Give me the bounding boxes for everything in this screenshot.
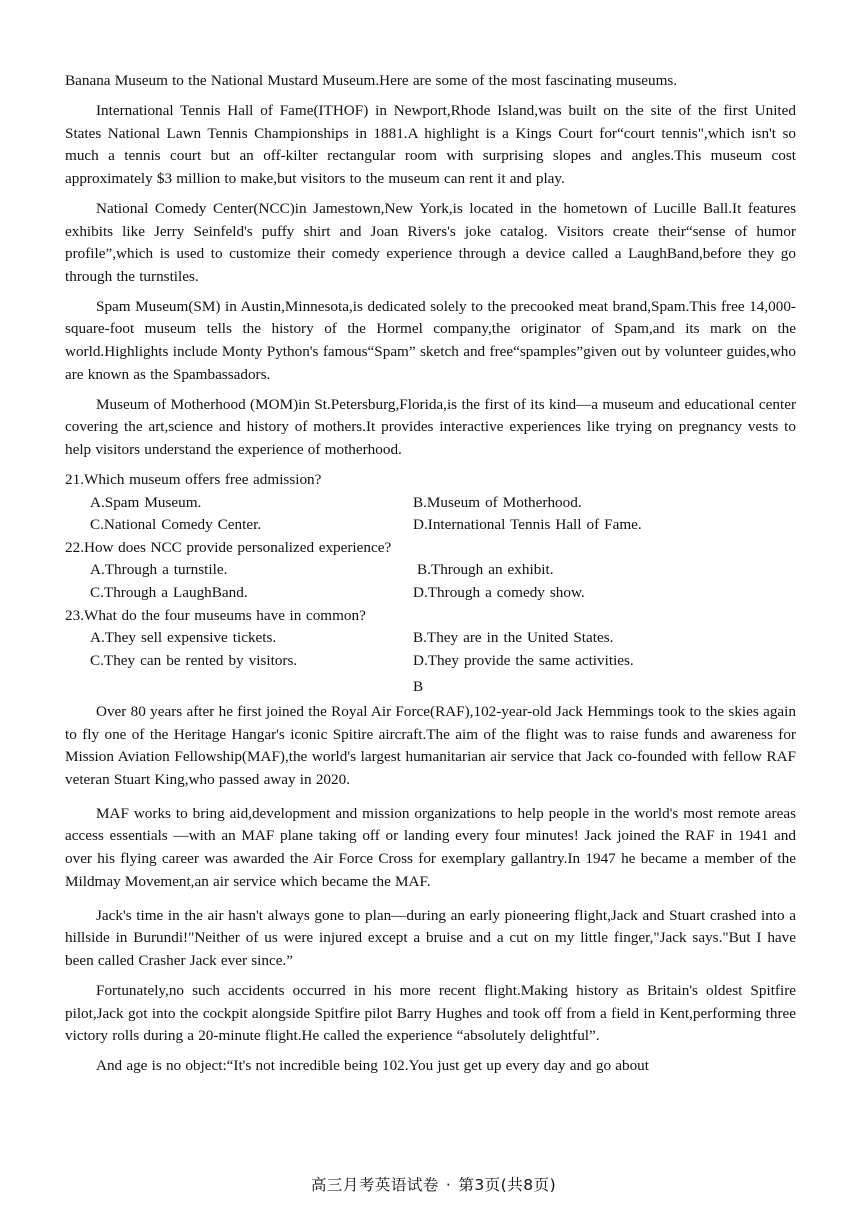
question-22-option-c[interactable]: C.Through a LaughBand. bbox=[90, 583, 248, 601]
passage-b-paragraph-3: Jack's time in the air hasn't always gone to plan—during an early pioneering flight,Jack and Stuart crashed into a hillside in Burundi!"Neither of us were injured except a bruise and a cut on my little finger,"Jack says."But I have been called Crasher Jack ever since.” bbox=[65, 906, 796, 969]
spacer bbox=[65, 973, 796, 980]
passage-a-intro-continuation: Banana Museum to the National Mustard Museum.Here are some of the most fascinating museums. bbox=[65, 72, 678, 89]
page-footer bbox=[0, 1173, 867, 1195]
question-23-options-row-2 bbox=[65, 650, 796, 673]
footer-separator: · bbox=[445, 1176, 452, 1194]
spacer bbox=[65, 191, 796, 198]
spacer bbox=[65, 289, 796, 296]
question-23-options-row-1 bbox=[65, 627, 796, 650]
footer-page-number: 第3页(共8页) bbox=[458, 1176, 557, 1194]
page-content bbox=[65, 70, 796, 1078]
question-21-option-d[interactable]: D.International Tennis Hall of Fame. bbox=[413, 516, 642, 534]
question-22-option-a[interactable]: A.Through a turnstile. bbox=[90, 561, 228, 579]
spacer bbox=[65, 1048, 796, 1055]
spacer bbox=[65, 894, 796, 905]
passage-a-paragraph-ithof: International Tennis Hall of Fame(ITHOF) in Newport,Rhode Island,was built on the site of the first United States National Lawn Tennis Championships in 1881.A highlight is a Kings Court for“court tennis",which isn't so much a tennis court but an off-kilter rectangular room with surprising slopes and angles.This museum cost approximately $3 million to make,but visitors to the museum can rent it and play. bbox=[65, 102, 796, 187]
question-21-options-row-1 bbox=[65, 492, 796, 515]
spacer bbox=[65, 462, 796, 469]
question-21-stem: 21.Which museum offers free admission? bbox=[65, 471, 322, 488]
passage-a-paragraph-spam: Spam Museum(SM) in Austin,Minnesota,is dedicated solely to the precooked meat brand,Spam.This free 14,000-square-foot museum tells the history of the Hormel company,the originator of Spam,and its mark on the world.Highlights include Monty Python's famous“Spam” sketch and free“spamples”given out by volunteer guides,who are known as the Spambassadors. bbox=[65, 297, 796, 383]
question-23-option-a[interactable]: A.They sell expensive tickets. bbox=[90, 629, 277, 647]
passage-b-paragraph-4: Fortunately,no such accidents occurred in his more recent flight.Making history as Britain's oldest Spitfire pilot,Jack got into the cockpit alongside Spitfire pilot Barry Hughes and took off from a field in Kent,performing three victory rolls during a 20-minute flight.He called the experience “absolutely delightful”. bbox=[65, 981, 796, 1045]
passage-b-paragraph-2: MAF works to bring aid,development and mission organizations to help people in the world's most remote areas access essentials —with an MAF plane taking off or landing every four minutes! Jack joined the RAF in 1941 and over his flying career was awarded the Air Force Cross for exemplary gallantry.In 1947 he became a member of the Mildmay Movement,an air service which became the MAF. bbox=[65, 804, 796, 890]
question-21-option-a[interactable]: A.Spam Museum. bbox=[90, 493, 202, 511]
question-21-option-b[interactable]: B.Museum of Motherhood. bbox=[413, 493, 582, 511]
passage-b-label: B bbox=[413, 678, 424, 696]
question-23-option-c[interactable]: C.They can be rented by visitors. bbox=[90, 651, 298, 669]
question-23-option-b[interactable]: B.They are in the United States. bbox=[413, 629, 614, 647]
question-22-stem: 22.How does NCC provide personalized experience? bbox=[65, 538, 392, 556]
question-22-options-row-1 bbox=[65, 559, 796, 582]
question-23 bbox=[65, 605, 796, 673]
question-22-options-row-2 bbox=[65, 582, 796, 605]
question-22-option-d[interactable]: D.Through a comedy show. bbox=[413, 583, 585, 601]
passage-a-paragraph-mom: Museum of Motherhood (MOM)in St.Petersburg,Florida,is the first of its kind—a museum and educational center covering the art,science and history of mothers.It provides interactive experiences like trying on pregnancy vests to help visitors understand the experience of motherhood. bbox=[65, 395, 796, 458]
passage-b-paragraph-1: Over 80 years after he first joined the Royal Air Force(RAF),102-year-old Jack Hemmings took to the skies again to fly one of the Heritage Hangar's iconic Spitire aircraft.The aim of the flight was to raise funds and awareness for Mission Aviation Fellowship(MAF),the world's largest humanitarian air service that Jack co-founded with fellow RAF veteran Stuart King,who passed away in 2020. bbox=[65, 702, 796, 788]
spacer bbox=[65, 387, 796, 394]
question-22-option-b[interactable]: B.Through an exhibit. bbox=[417, 561, 554, 579]
passage-a-paragraph-ncc: National Comedy Center(NCC)in Jamestown,New York,is located in the hometown of Lucille Ball.It features exhibits like Jerry Seinfeld's puffy shirt and Joan Rivers's joke catalog. Visitors create their“sense of humor profile”,which is used to customize their comedy experience through a device called a LaughBand,before they go through the turnstiles. bbox=[65, 199, 796, 285]
spacer bbox=[65, 792, 796, 803]
question-23-stem: 23.What do the four museums have in common? bbox=[65, 606, 366, 624]
spacer bbox=[65, 93, 796, 100]
footer-exam-title: 高三月考英语试卷 bbox=[310, 1176, 439, 1194]
question-21-option-c[interactable]: C.National Comedy Center. bbox=[90, 516, 262, 534]
passage-b-paragraph-5: And age is no object:“It's not incredible being 102.You just get up every day and go about bbox=[96, 1057, 649, 1075]
question-21 bbox=[65, 469, 796, 537]
question-22 bbox=[65, 537, 796, 605]
question-21-options-row-2 bbox=[65, 514, 796, 537]
question-23-option-d[interactable]: D.They provide the same activities. bbox=[413, 651, 634, 669]
